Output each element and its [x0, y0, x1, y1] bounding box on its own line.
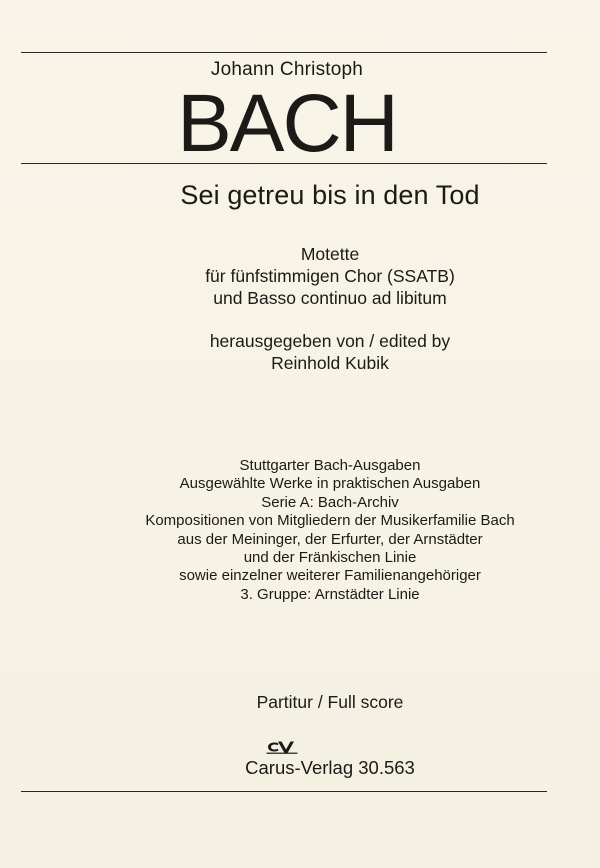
series-line: Stuttgarter Bach-Ausgaben: [239, 457, 421, 474]
series-line: Kompositionen von Mitgliedern der Musikerfamilie Bach: [145, 512, 515, 530]
series-line: und der Fränkischen Linie: [243, 549, 417, 566]
editor-label: herausgegeben von / edited by: [209, 331, 451, 351]
work-genre: Motette: [300, 244, 360, 264]
series-line: sowie einzelner weiterer Familienangehöriger: [179, 567, 481, 585]
series-line: Serie A: Bach-Archiv: [261, 493, 399, 511]
top-rule: [21, 52, 547, 53]
work-scoring: für fünfstimmigen Chor (SSATB): [205, 266, 455, 286]
work-title: Sei getreu bis in den Tod: [180, 180, 480, 210]
bottom-rule: [21, 791, 547, 792]
editor-name: Reinhold Kubik: [271, 353, 389, 373]
series-line: aus der Meininger, der Erfurter, der Arnstädter: [177, 530, 483, 548]
edition-type: Partitur / Full score: [256, 692, 404, 712]
composer-first-names: Johann Christoph: [210, 59, 364, 80]
series-line: Ausgewählte Werke in praktischen Ausgaben: [179, 475, 481, 493]
publisher-imprint: Carus-Verlag 30.563: [245, 757, 415, 778]
middle-rule: [21, 163, 547, 164]
composer-surname: BACH: [177, 78, 397, 169]
work-continuo: und Basso continuo ad libitum: [213, 288, 447, 308]
carus-cv-logo-icon: [266, 740, 298, 754]
series-line: 3. Gruppe: Arnstädter Linie: [240, 585, 420, 603]
